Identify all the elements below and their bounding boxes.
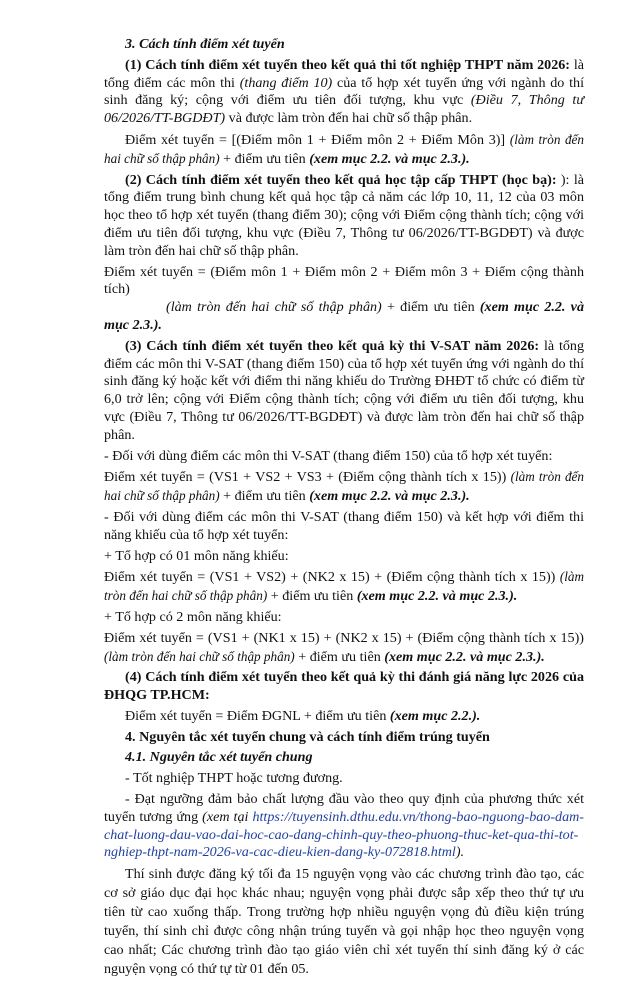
text-italic: (làm tròn đến hai chữ số thập phân) <box>104 569 584 604</box>
method-3-paragraph <box>104 338 584 445</box>
method-3-title: (3) Cách tính điểm xét tuyển theo kết quả kỳ thi V-SAT năm 2026: <box>125 337 540 354</box>
vsat-case-b: - Đối với dùng điểm các môn thi V-SAT (thang điểm 150) và kết hợp với điểm thi năng khiếu của tổ hợp xét tuyển: <box>104 508 584 543</box>
text: + điểm ưu tiên <box>219 150 310 167</box>
principle-item-1: - Tốt nghiệp THPT hoặc tương đương. <box>125 770 343 787</box>
text-italic: (làm tròn đến hai chữ số thập phân) <box>104 648 295 664</box>
text: - Đạt ngưỡng đảm bảo chất lượng đầu vào theo quy định của phương thức xét tuyển tương ứng <box>104 791 584 825</box>
text-italic: (Điều 7, Thông tư 06/2026/TT-BGDĐT) <box>104 92 585 127</box>
text-bold-italic: (xem mục 2.2. và mục 2.3.). <box>309 488 470 505</box>
text-bold-italic: (xem mục 2.2. và mục 2.3.). <box>104 299 584 333</box>
document-page <box>104 36 584 982</box>
threshold-link[interactable]: https://tuyensinh.dthu.edu.vn/thong-bao-nguong-bao-dam-chat-luong-dau-vao-dai-hoc-cao-dang-chinh-quy-theo-phuong-thuc-ket-qua-thi-tot-nghiep-thpt-nam-2026-va-cac-dieu-kien-dang-ky-072818.html <box>104 808 585 861</box>
section-4-1-heading: 4.1. Nguyên tắc xét tuyển chung <box>125 749 313 766</box>
text: Điểm xét tuyển = (VS1 + VS2) + (NK2 x 15) + (Điểm cộng thành tích x 15)) <box>104 569 560 586</box>
text-bold-italic: (xem mục 2.2.). <box>389 707 481 724</box>
formula-4 <box>104 568 584 606</box>
method-2-paragraph <box>104 172 584 261</box>
method-1-paragraph <box>104 57 584 128</box>
text: + điểm ưu tiên <box>267 588 357 605</box>
text: + điểm ưu tiên <box>219 488 310 505</box>
text: Điểm xét tuyển = (Điểm môn 1 + Điểm môn 2 + Điểm môn 3 + Điểm cộng thành tích) <box>104 263 584 298</box>
text: + điểm ưu tiên <box>294 648 385 665</box>
text: và được làm tròn đến hai chữ số thập phân. <box>225 110 473 127</box>
method-4-title: (4) Cách tính điểm xét tuyển theo kết quả kỳ thi đánh giá năng lực 2026 của ĐHQG TP.HCM: <box>104 669 584 704</box>
text: + điểm ưu tiên <box>381 299 480 316</box>
text: Điểm xét tuyển = (VS1 + VS2 + VS3 + (Điểm cộng thành tích x 15)) <box>104 469 511 486</box>
text-italic: (làm tròn đến hai chữ số thập phân) <box>104 131 584 166</box>
combo-2-aptitude: + Tổ hợp có 2 môn năng khiếu: <box>104 608 282 625</box>
formula-6 <box>104 708 584 726</box>
text: ): là tổng điểm trung bình chung kết quả học tập cả năm các lớp 10, 11, 12 của 03 môn học theo tổ hợp xét tuyển (thang điểm 30); cộng với Điểm cộng thành tích; cộng với điểm ưu tiên đối tượng, khu vực (Điều 7, Thông tư 06/2026/TT-BGDĐT) và được làm tròn đến hai chữ số thập phân. <box>104 171 584 259</box>
section-3-heading: 3. Cách tính điểm xét tuyển <box>125 36 285 52</box>
text-italic: (xem tại <box>202 808 253 825</box>
text: là tổng điểm các môn thi V-SAT (thang điểm 150) của tổ hợp xét tuyển ứng với ngành do thí sinh đăng ký hoặc kết với điểm thi năng khiếu do Trường ĐHĐT tổ chức có điểm từ 6,0 trở lên; cộng với Điểm cộng thành tích; cộng với điểm ưu tiên đối tượng, khu vực (Điều 7, Thông tư 06/2026/TT-BGDĐT) và được làm tròn đến hai chữ số thập phân. <box>104 337 584 443</box>
vsat-case-a: - Đối với dùng điểm các môn thi V-SAT (thang điểm 150) của tổ hợp xét tuyển: <box>104 447 553 464</box>
combo-1-aptitude: + Tổ hợp có 01 môn năng khiếu: <box>104 547 289 564</box>
method-2-title: (2) Cách tính điểm xét tuyển theo kết quả học tập cấp THPT (học bạ): <box>125 171 557 188</box>
text-bold-italic: (xem mục 2.2. và mục 2.3.). <box>384 648 545 665</box>
formula-2 <box>104 264 584 335</box>
text-bold-italic: (xem mục 2.2. và mục 2.3.). <box>356 588 518 605</box>
text: Điểm xét tuyển = Điểm ĐGNL + điểm ưu tiên <box>125 707 390 724</box>
principle-item-2 <box>104 791 584 862</box>
formula-3 <box>104 468 584 506</box>
text: là tổng điểm các môn thi <box>104 56 584 91</box>
text: Điểm xét tuyển = [(Điểm môn 1 + Điểm môn 2 + Điểm Môn 3)] <box>125 131 510 148</box>
text-italic: ). <box>455 844 465 861</box>
aspiration-paragraph: Thí sinh được đăng ký tối đa 15 nguyện vọng vào các chương trình đào tạo, các cơ sở giáo dục đại học khác nhau; nguyện vọng phải được sắp xếp theo thứ tự ưu tiên từ cao xuống thấp. Trong trường hợp nhiều nguyện vọng đủ điều kiện trúng tuyển, thí sinh chỉ được công nhận trúng tuyển và gọi nhập học theo nguyện vọng cao nhất; Các chương trình đào tạo giáo viên chỉ xét tuyển thí sinh đăng ký ở các nguyện vọng có thứ tự từ 01 đến 05. <box>104 866 584 978</box>
text: Điểm xét tuyển = (VS1 + (NK1 x 15) + (NK2 x 15) + (Điểm cộng thành tích x 15)) <box>104 629 584 646</box>
text-italic: (làm tròn đến hai chữ số thập phân) <box>104 469 584 504</box>
text: của tổ hợp xét tuyển ứng với ngành do thí sinh đăng ký; cộng với điểm ưu tiên đối tượng, khu vực <box>104 74 584 109</box>
section-4-heading: 4. Nguyên tắc xét tuyển chung và cách tính điểm trúng tuyển <box>125 728 490 745</box>
formula-5 <box>104 630 584 667</box>
text-italic: (làm tròn đến hai chữ số thập phân) <box>166 299 382 316</box>
text-bold-italic: (xem mục 2.2. và mục 2.3.). <box>309 150 470 167</box>
text-italic: (thang điểm 10) <box>239 74 333 91</box>
formula-1 <box>104 131 584 169</box>
method-1-title: (1) Cách tính điểm xét tuyển theo kết quả thi tốt nghiệp THPT năm 2026: <box>125 56 571 73</box>
